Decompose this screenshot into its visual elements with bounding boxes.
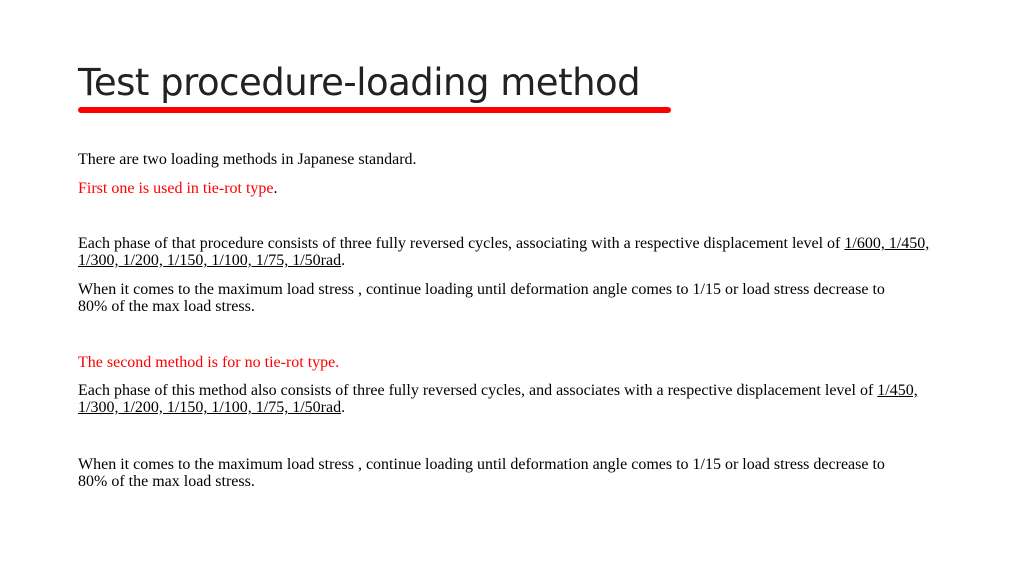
second-method-limit-paragraph: When it comes to the maximum load stress , continue loading until deformation angle comes to 1/15 or load stress decrease to 80% of the max load stress. bbox=[78, 456, 885, 490]
first-method-limit-paragraph: When it comes to the maximum load stress , continue loading until deformation angle comes to 1/15 or load stress decrease to 80% of the max load stress. bbox=[78, 281, 885, 315]
first-method-levels: 1/600, 1/450, 1/300, 1/200, 1/150, 1/100, 1/75, 1/50rad bbox=[78, 235, 930, 269]
slide-title: Test procedure-loading method bbox=[78, 61, 641, 104]
first-method-cycles-text: Each phase of that procedure consists of three fully reversed cycles, associating with a respective displacement level of bbox=[78, 235, 845, 252]
title-underline-rule bbox=[78, 107, 671, 113]
first-method-heading: First one is used in tie-rot type bbox=[78, 180, 274, 197]
first-method-period: . bbox=[273, 180, 278, 197]
second-method-levels: 1/450, 1/300, 1/200, 1/150, 1/100, 1/75, 1/50rad bbox=[78, 382, 918, 416]
first-method-paragraph bbox=[78, 180, 968, 197]
first-method-cycles-paragraph bbox=[78, 235, 948, 269]
second-method-levels-period: . bbox=[341, 399, 346, 416]
second-method-cycles-text: Each phase of this method also consists of three fully reversed cycles, and associates with a respective displacement level of bbox=[78, 382, 878, 399]
second-method-cycles-paragraph bbox=[78, 382, 928, 416]
first-method-levels-period: . bbox=[341, 252, 346, 269]
second-method-heading: The second method is for no tie-rot type. bbox=[78, 354, 340, 371]
intro-paragraph: There are two loading methods in Japanese standard. bbox=[78, 151, 417, 168]
